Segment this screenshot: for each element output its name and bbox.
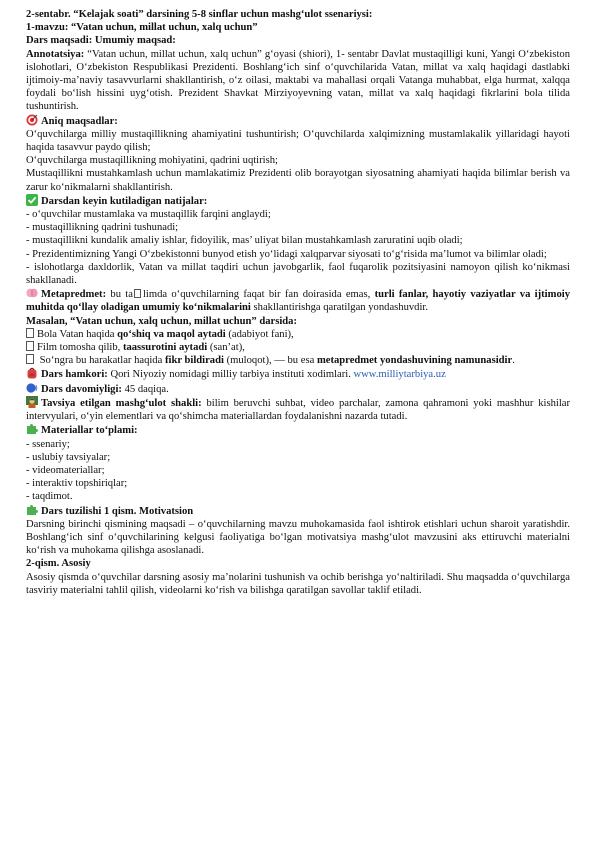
aniq-paragraph-1: O‘quvchilarga milliy mustaqillikning ahamiyatini tushuntirish; O‘quvchilarda xalqimizning mustamlakalik yillaridagi hayoti haqida tasavvur paydo qilish; — [26, 128, 570, 154]
milliytarbiya-link[interactable]: www.milliytarbiya.uz — [353, 369, 446, 381]
natija-heading: Darsdan keyin kutiladigan natijalar: — [26, 194, 570, 208]
annotation-paragraph — [26, 48, 570, 114]
materiallar-item: - ssenariy; — [26, 438, 70, 450]
puzzle-icon — [26, 423, 38, 435]
missing-glyph-icon — [26, 328, 34, 338]
lesson-goal-label: Dars maqsadi — [26, 35, 89, 47]
example-item-1: Bola Vatan haqida qo‘shiq va maqol aytadi (adabiyot fani), — [26, 328, 570, 341]
materiallar-heading: Materiallar to‘plami: — [26, 423, 570, 437]
target-icon — [26, 114, 38, 126]
lesson-goal-line — [26, 34, 570, 47]
materiallar-item: - taqdimot. — [26, 491, 73, 503]
brain-icon — [26, 287, 38, 299]
natija-item: - mustaqillikning qadrini tushunadi; — [26, 222, 179, 234]
qism2-heading: 2-qism. Asosiy — [26, 558, 91, 570]
example-heading: Masalan, “Vatan uchun, xalq uchun, millat uchun” darsida: — [26, 315, 298, 327]
backpack-icon — [26, 367, 38, 379]
lesson-goal-rest: : Umumiy maqsad: — [88, 35, 176, 47]
shakl-paragraph: Tavsiya etilgan mashg‘ulot shakli: bilim beruvchi suhbat, video parchalar, zamona qahramoni yoki mashhur kishilar intervyulari, o‘yin elementlari va qo‘shimcha materiallardan foydalanishni nazarda tutadi. — [26, 397, 571, 423]
materiallar-item: - interaktiv topshiriqlar; — [26, 478, 128, 490]
materiallar-item: - uslubiy tavsiyalar; — [26, 451, 111, 463]
qism2-paragraph: Asosiy qismda o‘quvchilar darsning asosiy ma’nolarini tushunish va ochib berishga yo‘naltiriladi. Shu maqsadda o‘quvchilarga tasviriy materialni tahlil qilish, videolarni ko‘rish va bilishga qaratilgan savollar taklif etiladi. — [26, 571, 570, 596]
speaking-head-icon — [26, 382, 38, 394]
teacher-icon — [26, 396, 38, 408]
tuzilish-heading: Dars tuzilishi 1 qism. Motivatsion — [26, 504, 570, 518]
davom-line: Dars davomiyligi: 45 daqiqa. — [26, 382, 570, 396]
natija-item: - o‘quvchilar mustamlaka va mustaqillik farqini anglaydi; — [26, 209, 271, 221]
materiallar-item: - videomateriallar; — [26, 464, 105, 476]
scenario-title: 2-sentabr. “Kelajak soati” darsining 5-8 sinflar uchun mashg‘ulot ssenariysi: — [26, 9, 373, 20]
aniq-heading: Aniq maqsadlar: — [26, 114, 570, 128]
missing-glyph-icon — [134, 289, 141, 298]
aniq-paragraph-3: Mustaqillikni mustahkamlash uchun mamlakatimiz Prezidenti olib borayotgan siyosatning ahamiyati haqida bilimlar berish va zarur ko‘nikmalarni shakllantirish. — [26, 168, 570, 193]
example-item-2: Film tomosha qilib, taassurotini aytadi (san’at), — [26, 341, 570, 354]
annotation-label: Annotatsiya: — [26, 48, 85, 60]
puzzle-icon — [26, 504, 38, 516]
missing-glyph-icon — [26, 354, 34, 364]
natija-item: - Prezidentimizning Yangi O‘zbekistonni bunyod etish yo‘lidagi xalqparvar siyosati to‘g‘risida ma’lumot va bilimlar oladi; — [26, 248, 547, 260]
natija-item: - islohotlarga daxldorlik, Vatan va millat taqdiri uchun javobgarlik, faol fuqarolik pozitsiyasini namoyon qilish ko‘nikmasi shakllanadi. — [26, 261, 570, 287]
aniq-paragraph-2: O‘quvchilarga mustaqillikning mohiyatini, qadrini uqtirish; — [26, 155, 278, 167]
natija-item: - mustaqillikni kundalik amaliy ishlar, fidoyilik, mas’ uliyat bilan mustahkamlash zaruratini uqib oladi; — [26, 235, 463, 247]
hamkor-line: Dars hamkori: Qori Niyoziy nomidagi milliy tarbiya instituti xodimlari. www.milliytarbiya.uz — [26, 367, 570, 381]
metapredmet-paragraph: Metapredmet: bu ta limda o‘quvchilarning faqat bir fan doirasida emas, turli fanlar, hayotiy vaziyatlar va ijtimoiy muhitda qo‘llay oladigan umumiy ko‘nikmalarini shakllantirishga qaratilgan yondashuvdir. — [26, 289, 570, 314]
tuzilish-paragraph: Darsning birinchi qismining maqsadi – o‘quvchilarning mavzu muhokamasida faol ishtirok etishlari uchun sharoit yaratishdir. Boshlang‘ich sinf o‘quvchilarining kelgusi faoliyatiga bo‘lgan motivatsiya mashg‘ulot mavzusini aks ettiruvchi materialni ko‘rish va muhokama qilishga asoslanadi. — [26, 518, 570, 557]
topic-title: 1-mavzu: “Vatan uchun, millat uchun, xalq uchun” — [26, 22, 258, 34]
check-icon — [26, 194, 38, 206]
example-item-3: So‘ngra bu harakatlar haqida fikr bildiradi (muloqot), — bu esa metapredmet yondashuvining namunasidir. — [26, 354, 570, 367]
missing-glyph-icon — [26, 341, 34, 351]
annotation-text: “Vatan uchun, millat uchun, xalq uchun” g‘oyasi (shiori), 1- sentabr Davlat mustaqilligi kuni, Yangi O‘zbekiston islohotlari, O‘zbekiston Respublikasi Prezidenti. Boshlang‘ich sinf o‘quvchilarida Vatan, millat va xalq haqidagi dastlabki ijtimoiy-ma’naviy tasavvurlarni shakllantirish, o‘z oilasi, maktabi va mahallasi orqali Vatanga muhabbat, elga hurmat, xalqqa foydali bo‘lish hissini uyg‘otish. Prezident Shavkat Mirziyoyevning vatan, millat va xalq haqidagi fikrlarini bola tilida tushuntirish. — [26, 48, 570, 113]
